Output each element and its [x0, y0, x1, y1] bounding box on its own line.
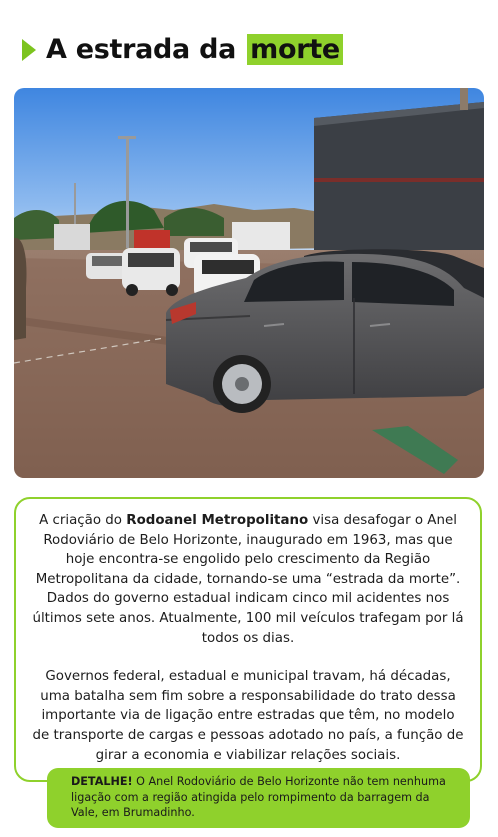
note-text: O Anel Rodoviário de Belo Horizonte não tem nenhuma ligação com a região atingida pelo rompimento da barragem da Vale, em Brumadinho. — [71, 775, 446, 820]
title-highlight: morte — [247, 34, 343, 65]
p1-text-start: A criação do — [39, 513, 127, 528]
page-title — [46, 32, 343, 68]
arrow-right-icon — [22, 39, 36, 61]
detail-note — [47, 768, 470, 828]
p1-text-end: visa desafogar o Anel Rodoviário de Belo Horizonte, inaugurado em 1963, mas que hoje encontra-se engolido pelo crescimento da Região Metropolitana da cidade, tornando-se uma “estrada da morte”. Dados do governo estadual indicam cinco mil acidentes nos últimos sete anos. Atualmente, 100 mil veículos trafegam por lá todos os dias. — [32, 513, 464, 646]
title-text: A estrada da — [46, 34, 237, 65]
highway-photo — [14, 88, 484, 478]
article-paragraph-1 — [32, 511, 464, 648]
rodoanel-term: Rodoanel Metropolitano — [126, 513, 309, 528]
title-row — [22, 30, 343, 70]
article-paragraph-2: Governos federal, estadual e municipal travam, há décadas, uma batalha sem fim sobre a responsabilidade do trato dessa importante via de ligação entre estradas que têm, no modelo de transporte de cargas e pessoas adotado no país, a função de girar a economia e viabilizar relações sociais. — [32, 669, 464, 763]
note-label: DETALHE! — [71, 775, 133, 788]
article-box — [14, 497, 482, 782]
